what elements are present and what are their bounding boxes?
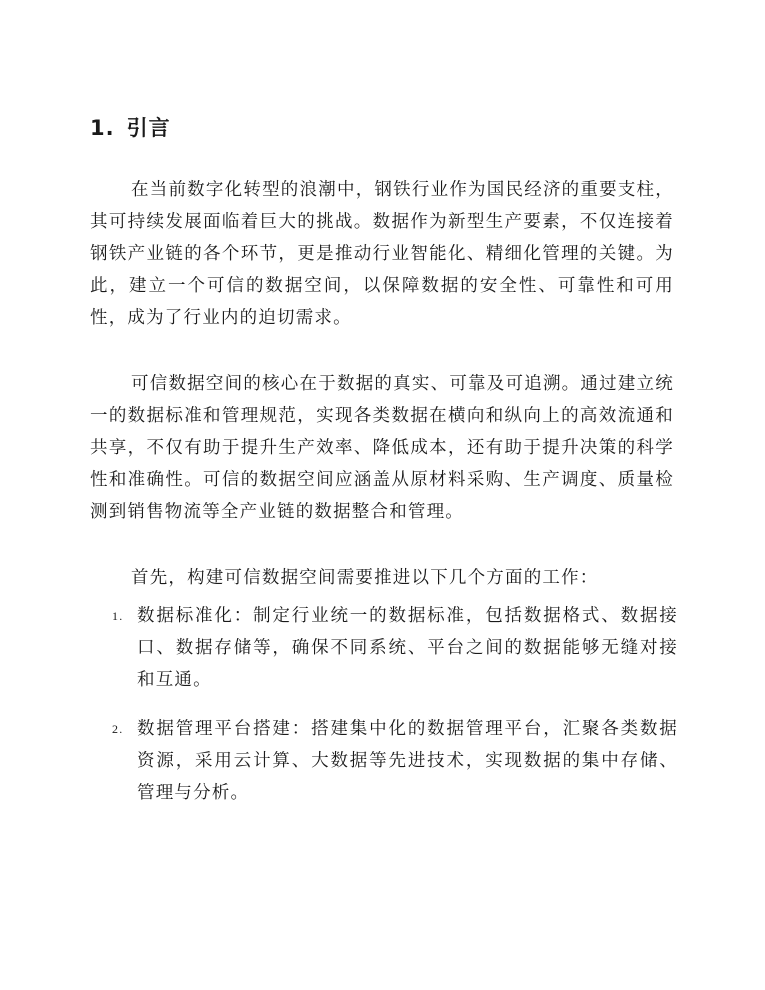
- list-marker: 1.: [112, 609, 124, 623]
- list-item-text: 数据管理平台搭建：搭建集中化的数据管理平台，汇聚各类数据资源，采用云计算、大数据等先进技术，实现数据的集中存储、管理与分析。: [137, 719, 678, 803]
- section-heading: [90, 112, 171, 142]
- list-item: [112, 713, 678, 809]
- list-marker: 2.: [112, 722, 124, 736]
- paragraph-lead-in: 首先，构建可信数据空间需要推进以下几个方面的工作：: [131, 568, 599, 588]
- paragraph-intro: 在当前数字化转型的浪潮中，钢铁行业作为国民经济的重要支柱，其可持续发展面临着巨大的挑战。数据作为新型生产要素，不仅连接着钢铁产业链的各个环节，更是推动行业智能化、精细化管理的关键。为此，建立一个可信的数据空间，以保障数据的安全性、可靠性和可用性，成为了行业内的迫切需求。: [90, 180, 674, 328]
- paragraph-core: 可信数据空间的核心在于数据的真实、可靠及可追溯。通过建立统一的数据标准和管理规范，实现各类数据在横向和纵向上的高效流通和共享，不仅有助于提升生产效率、降低成本，还有助于提升决策的科学性和准确性。可信的数据空间应涵盖从原材料采购、生产调度、质量检测到销售物流等全产业链的数据整合和管理。: [90, 374, 674, 522]
- section-number: 1.: [90, 116, 115, 140]
- list-item: [112, 600, 678, 696]
- section-title: 引言: [126, 116, 171, 140]
- list-item-text: 数据标准化：制定行业统一的数据标准，包括数据格式、数据接口、数据存储等，确保不同系统、平台之间的数据能够无缝对接和互通。: [137, 606, 678, 690]
